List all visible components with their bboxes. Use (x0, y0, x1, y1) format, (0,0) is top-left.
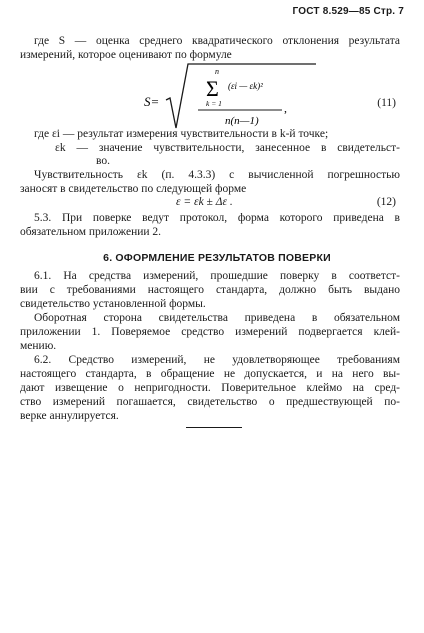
text-line: свидетельство установленной формы. (20, 298, 206, 310)
equation-number: (11) (377, 97, 396, 109)
denominator: n(n—1) (225, 115, 259, 127)
text-line: мению. (20, 340, 57, 352)
formula-lhs: S= (144, 94, 160, 109)
formula-12: ε = εk ± Δε . (176, 196, 233, 208)
formula-comma: , (284, 101, 287, 115)
text-line: во. (96, 155, 110, 167)
page-header: ГОСТ 8.529—85 Стр. 7 (292, 6, 404, 17)
sum-sign: Σ (206, 76, 219, 101)
equation-number: (12) (376, 196, 396, 208)
text-line: дают извещение о непригодности. Поверительное клеймо на сред- (20, 382, 400, 394)
end-rule (186, 427, 242, 428)
text-line: настоящего стандарта, в обращение не допускается, и на него вы- (20, 368, 400, 380)
text-line: 6.2. Средство измерений, не удовлетворяющее требованиям (34, 354, 400, 366)
text-line: вии с требованиями настоящего стандарта, должно быть выдано (20, 284, 400, 296)
text-line: измерений, которое оценивают по формуле (20, 49, 232, 61)
text-line: верке аннулируется. (20, 410, 119, 422)
sum-term: (εi — εk)² (228, 81, 263, 91)
text-line: приложении 1. Поверяемое средство измерений подвергается клей- (20, 326, 400, 338)
text-line: εk — значение чувствительности, занесенное в свидетельст- (55, 142, 400, 154)
text-line: заносят в свидетельство по следующей форме (20, 183, 247, 195)
sum-upper: n (215, 67, 219, 76)
text-line: ство измерений погашается, свидетельство о предшествующей по- (20, 396, 400, 408)
text-line: где S — оценка среднего квадратического отклонения результата (34, 35, 400, 47)
section-heading: 6. ОФОРМЛЕНИЕ РЕЗУЛЬТАТОВ ПОВЕРКИ (103, 252, 331, 264)
text-line: где εi — результат измерения чувствительности в k-й точке; (34, 128, 329, 140)
text-line: обязательном приложении 2. (20, 226, 162, 238)
text-line: Чувствительность εk (п. 4.3.3) с вычисленной погрешностью (34, 169, 400, 181)
text-line: 6.1. На средства измерений, прошедшие поверку в соответст- (34, 270, 400, 282)
text-line: Оборотная сторона свидетельства приведена в обязательном (34, 312, 400, 324)
sum-lower: k = 1 (206, 99, 222, 108)
text-line: 5.3. При поверке ведут протокол, форма которого приведена в (34, 212, 400, 224)
